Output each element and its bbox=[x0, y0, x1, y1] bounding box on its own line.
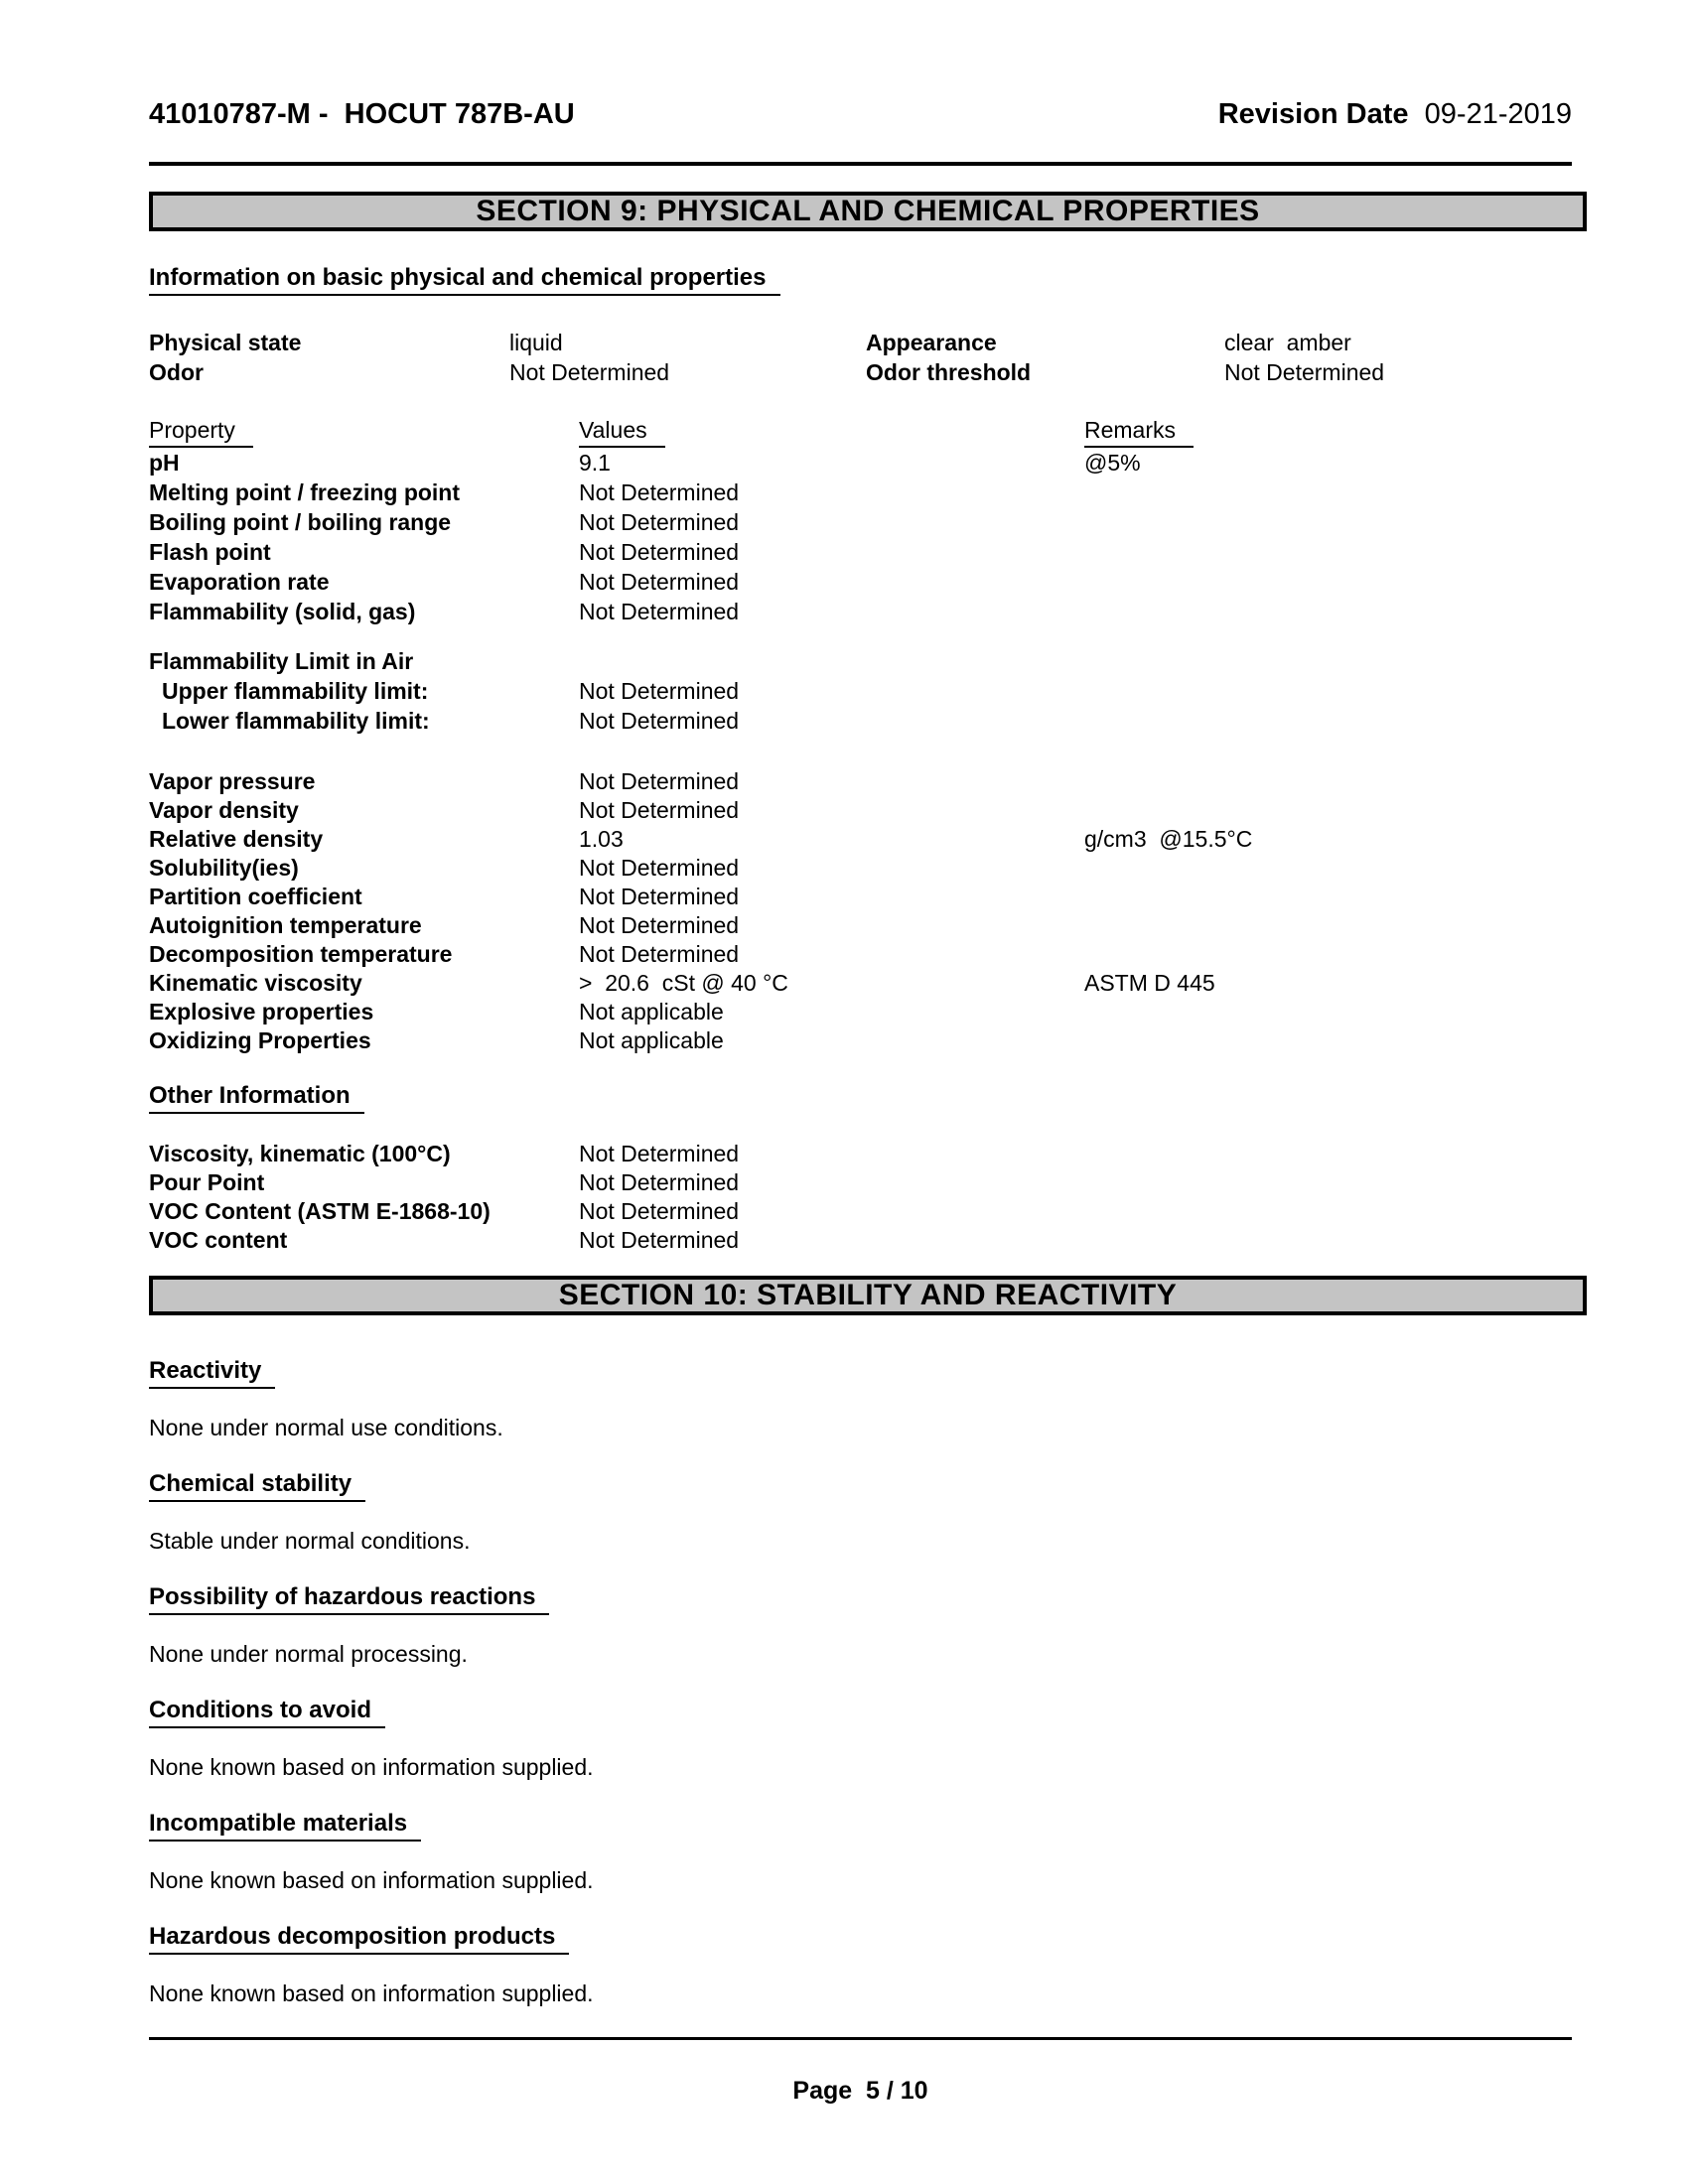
property-label: Flash point bbox=[149, 539, 271, 565]
property-label: Pour Point bbox=[149, 1169, 265, 1195]
property-remark bbox=[1084, 854, 1572, 883]
property-row bbox=[149, 1197, 1572, 1226]
section10-banner-title: SECTION 10: STABILITY AND REACTIVITY bbox=[558, 1279, 1178, 1311]
property-value: Not Determined bbox=[579, 797, 740, 823]
property-row bbox=[149, 537, 1572, 567]
property-row bbox=[149, 854, 1572, 883]
summary-label-left: Odor bbox=[149, 359, 204, 385]
property-value: Not Determined bbox=[579, 509, 740, 535]
section10-item bbox=[149, 1470, 1572, 1556]
section10-item-heading: Reactivity bbox=[149, 1357, 275, 1389]
summary-value-right: Not Determined bbox=[1224, 359, 1385, 385]
property-remark bbox=[1084, 567, 1572, 597]
property-label: Vapor pressure bbox=[149, 768, 316, 794]
other-information-rows bbox=[149, 1140, 1572, 1255]
property-value: Not Determined bbox=[579, 708, 740, 734]
other-information-heading bbox=[149, 1082, 1572, 1114]
property-label: Oxidizing Properties bbox=[149, 1027, 371, 1053]
property-label: Boiling point / boiling range bbox=[149, 509, 452, 535]
property-label: Solubility(ies) bbox=[149, 855, 299, 881]
property-value: Not Determined bbox=[579, 855, 740, 881]
section10-item-text: None known based on information supplied. bbox=[149, 1867, 594, 1893]
property-remark bbox=[1084, 1226, 1572, 1255]
section10-banner bbox=[149, 1276, 1587, 1315]
header-rule bbox=[149, 162, 1572, 166]
property-row bbox=[149, 448, 1572, 478]
section10-item-text: None under normal use conditions. bbox=[149, 1415, 503, 1440]
section10-item-text: None known based on information supplied. bbox=[149, 1980, 594, 2006]
property-value: Not Determined bbox=[579, 678, 740, 704]
property-row bbox=[149, 911, 1572, 940]
section10-item-heading: Incompatible materials bbox=[149, 1810, 421, 1842]
property-label: Evaporation rate bbox=[149, 569, 330, 595]
page-number: Page 5 / 10 bbox=[792, 2077, 928, 2105]
property-remark bbox=[1084, 998, 1572, 1026]
property-label: Explosive properties bbox=[149, 999, 374, 1024]
property-remark bbox=[1084, 676, 1572, 706]
summary-label-right: Odor threshold bbox=[866, 359, 1032, 385]
property-row bbox=[149, 676, 1572, 706]
revision-date-value: 09-21-2019 bbox=[1424, 98, 1572, 130]
property-label: pH bbox=[149, 450, 180, 476]
property-label: Vapor density bbox=[149, 797, 299, 823]
property-remark bbox=[1084, 507, 1572, 537]
property-row bbox=[149, 1226, 1572, 1255]
other-information-heading-text: Other Information bbox=[149, 1082, 364, 1114]
section9-banner bbox=[149, 192, 1587, 231]
property-remark bbox=[1084, 1168, 1572, 1197]
property-value: Not Determined bbox=[579, 599, 740, 624]
property-row bbox=[149, 1168, 1572, 1197]
property-value: Not Determined bbox=[579, 912, 740, 938]
property-label: Relative density bbox=[149, 826, 324, 852]
property-label: Decomposition temperature bbox=[149, 941, 453, 967]
property-value: 9.1 bbox=[579, 450, 611, 476]
revision-date-spacer bbox=[1409, 98, 1425, 130]
column-header-remarks: Remarks bbox=[1084, 415, 1194, 448]
property-value: Not Determined bbox=[579, 1169, 740, 1195]
summary-row bbox=[149, 357, 1572, 387]
property-label: Autoignition temperature bbox=[149, 912, 422, 938]
property-remark bbox=[1084, 1140, 1572, 1168]
property-remark bbox=[1084, 537, 1572, 567]
property-row bbox=[149, 1026, 1572, 1055]
property-remark bbox=[1084, 706, 1572, 736]
property-remark: g/cm3 @15.5°C bbox=[1084, 826, 1253, 852]
property-label: Lower flammability limit: bbox=[162, 708, 430, 734]
property-row bbox=[149, 1140, 1572, 1168]
property-remark bbox=[1084, 940, 1572, 969]
property-remark bbox=[1084, 767, 1572, 796]
property-table-block2 bbox=[149, 767, 1572, 1055]
property-table-block1 bbox=[149, 448, 1572, 626]
property-row bbox=[149, 796, 1572, 825]
section10-item-heading: Hazardous decomposition products bbox=[149, 1923, 569, 1955]
property-value: Not Determined bbox=[579, 768, 740, 794]
section10-item bbox=[149, 1810, 1572, 1895]
property-value: Not Determined bbox=[579, 1141, 740, 1166]
summary-value-left: Not Determined bbox=[509, 359, 670, 385]
property-value: Not Determined bbox=[579, 1198, 740, 1224]
property-label: Partition coefficient bbox=[149, 884, 362, 909]
property-label: VOC Content (ASTM E-1868-10) bbox=[149, 1198, 491, 1224]
property-row bbox=[149, 940, 1572, 969]
section10-content bbox=[149, 1357, 1572, 2008]
property-label: Upper flammability limit: bbox=[162, 678, 429, 704]
section9-subheading bbox=[149, 264, 1572, 296]
page-header bbox=[149, 99, 1572, 129]
property-value: Not Determined bbox=[579, 941, 740, 967]
property-remark bbox=[1084, 1026, 1572, 1055]
property-value: 1.03 bbox=[579, 826, 624, 852]
property-label: Kinematic viscosity bbox=[149, 970, 362, 996]
summary-grid bbox=[149, 328, 1572, 387]
section10-item bbox=[149, 1923, 1572, 2008]
property-remark bbox=[1084, 1197, 1572, 1226]
property-row bbox=[149, 883, 1572, 911]
footer-rule bbox=[149, 2037, 1572, 2040]
section9-banner-title: SECTION 9: PHYSICAL AND CHEMICAL PROPERTIES bbox=[476, 195, 1260, 227]
column-header-property: Property bbox=[149, 415, 253, 448]
section9-subheading-text: Information on basic physical and chemical properties bbox=[149, 264, 780, 296]
section10-item-heading: Chemical stability bbox=[149, 1470, 365, 1502]
summary-row bbox=[149, 328, 1572, 357]
section10-item-heading: Conditions to avoid bbox=[149, 1697, 385, 1728]
property-remark bbox=[1084, 883, 1572, 911]
property-value: Not Determined bbox=[579, 1227, 740, 1253]
summary-label-left: Physical state bbox=[149, 330, 302, 355]
property-row bbox=[149, 969, 1572, 998]
flammability-group-title: Flammability Limit in Air bbox=[149, 648, 414, 674]
property-remark bbox=[1084, 796, 1572, 825]
property-label: Viscosity, kinematic (100°C) bbox=[149, 1141, 451, 1166]
section10-item bbox=[149, 1583, 1572, 1669]
section10-item-heading: Possibility of hazardous reactions bbox=[149, 1583, 549, 1615]
property-table-header bbox=[149, 415, 1572, 448]
property-remark bbox=[1084, 597, 1572, 626]
property-row bbox=[149, 507, 1572, 537]
flammability-group-rows bbox=[149, 676, 1572, 736]
property-row bbox=[149, 478, 1572, 507]
property-value: Not Determined bbox=[579, 884, 740, 909]
property-row bbox=[149, 825, 1572, 854]
property-remark: ASTM D 445 bbox=[1084, 970, 1215, 996]
property-value: Not Determined bbox=[579, 569, 740, 595]
section10-item-text: Stable under normal conditions. bbox=[149, 1528, 471, 1554]
property-label: Melting point / freezing point bbox=[149, 479, 461, 505]
revision-date bbox=[1218, 99, 1572, 129]
summary-value-left: liquid bbox=[509, 330, 563, 355]
property-label: VOC content bbox=[149, 1227, 288, 1253]
document-title: 41010787-M - HOCUT 787B-AU bbox=[149, 98, 575, 130]
property-row bbox=[149, 597, 1572, 626]
section10-item-text: None under normal processing. bbox=[149, 1641, 468, 1667]
property-value: Not Determined bbox=[579, 479, 740, 505]
property-value: Not applicable bbox=[579, 1027, 724, 1053]
property-remark: @5% bbox=[1084, 450, 1141, 476]
property-row bbox=[149, 767, 1572, 796]
column-header-values: Values bbox=[579, 415, 665, 448]
property-label: Flammability (solid, gas) bbox=[149, 599, 416, 624]
property-value: Not applicable bbox=[579, 999, 724, 1024]
property-row bbox=[149, 998, 1572, 1026]
property-row bbox=[149, 706, 1572, 736]
property-remark bbox=[1084, 478, 1572, 507]
summary-value-right: clear amber bbox=[1224, 330, 1351, 355]
section10-item bbox=[149, 1357, 1572, 1442]
section10-item bbox=[149, 1697, 1572, 1782]
revision-date-label: Revision Date bbox=[1217, 98, 1409, 130]
section10-item-text: None known based on information supplied. bbox=[149, 1754, 594, 1780]
property-value: > 20.6 cSt @ 40 °C bbox=[579, 970, 788, 996]
summary-label-right: Appearance bbox=[866, 330, 997, 355]
property-row bbox=[149, 567, 1572, 597]
property-value: Not Determined bbox=[579, 539, 740, 565]
property-remark bbox=[1084, 911, 1572, 940]
